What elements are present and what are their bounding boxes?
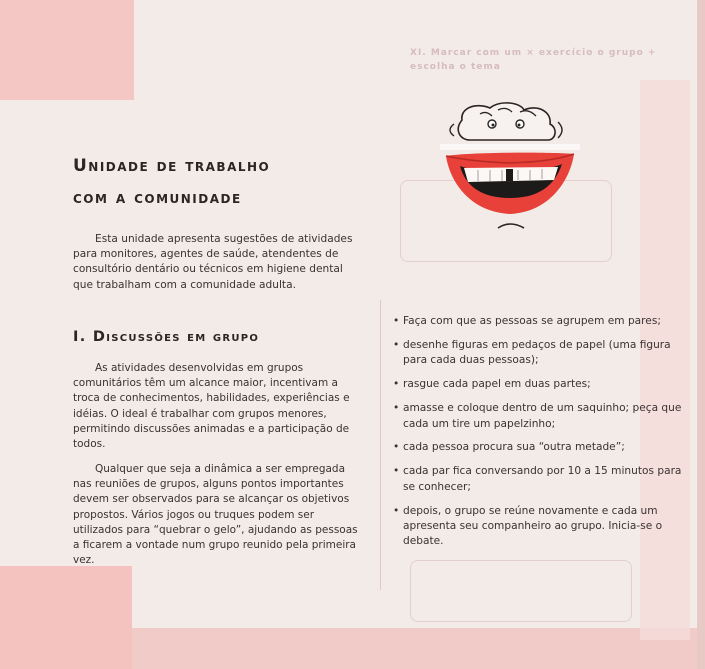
smiling-face-cartoon xyxy=(440,100,580,240)
pink-corner-block-top xyxy=(0,0,134,100)
page-edge xyxy=(697,0,705,669)
faint-divider xyxy=(380,300,381,590)
title-line: com a comunidade xyxy=(73,188,242,208)
faint-sketch-box xyxy=(410,560,632,622)
list-item: • desenhe figuras em pedaços de papel (uma figura para cada duas pessoas); xyxy=(393,338,683,369)
list-item: • rasgue cada papel em duas partes; xyxy=(393,377,683,392)
steps-list xyxy=(393,314,683,558)
body-paragraph: As atividades desenvolvidas em grupos comunitários têm um alcance maior, incentivam a troca de conhecimentos, habilidades, experiências e idéias. O ideal é trabalhar com grupos menores, permitindo discussões animadas e a participação de todos. xyxy=(73,362,350,451)
list-item: • cada pessoa procura sua “outra metade”; xyxy=(393,440,683,455)
section-heading: I. Discussões em grupo xyxy=(73,329,260,345)
pink-corner-block-bottom xyxy=(0,566,132,669)
page-title xyxy=(73,150,373,214)
list-item: • depois, o grupo se reúne novamente e cada um apresenta seu companheiro ao grupo. Inicia-se o debate. xyxy=(393,504,683,550)
list-item: • amasse e coloque dentro de um saquinho; peça que cada um tire um papelzinho; xyxy=(393,401,683,432)
pink-bottom-strip xyxy=(132,628,705,669)
intro-paragraph: Esta unidade apresenta sugestões de atividades para monitores, agentes de saúde, atendentes de consultório dentário ou técnicos em higiene dental que trabalham com a comunidade adulta. xyxy=(73,233,353,291)
faint-show-through-heading: XI. Marcar com um × exercício o grupo + escolha o tema xyxy=(410,48,657,72)
title-line: Unidade de trabalho xyxy=(73,156,271,176)
body-paragraph: Qualquer que seja a dinâmica a ser empregada nas reuniões de grupos, alguns pontos importantes devem ser observados para se alcançar os objetivos propostos. Vários jogos ou truques podem ser utilizados para “quebrar o gelo”, ajudando as pessoas a ficarem a vontade num grupo reunido pela primeira vez. xyxy=(73,463,358,567)
list-item: • Faça com que as pessoas se agrupem em pares; xyxy=(393,314,683,329)
list-item: • cada par fica conversando por 10 a 15 minutos para se conhecer; xyxy=(393,464,683,495)
